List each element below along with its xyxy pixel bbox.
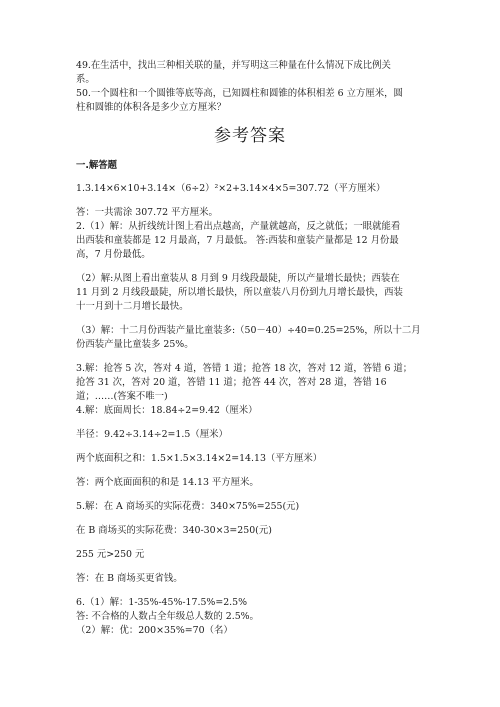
- answer-3-line-3: 道；……(答案不唯一): [76, 391, 168, 402]
- answer-1-line-2: 答：一共需涂 307.72 平方厘米。: [76, 207, 218, 218]
- answer-6-line-2: 答: 不合格的人数占全年级总人数的 2.5%。: [76, 611, 259, 622]
- answer-4-line-1: 4.解：底面周长：18.84÷2=9.42（厘米）: [76, 405, 258, 416]
- question-50-line-1: 50.一个圆柱和一个圆锥等底等高，已知圆柱和圆锥的体积相差 6 立方厘米，圆: [76, 88, 403, 99]
- answer-3-line-1: 3.解：抢答 5 次，答对 4 道，答错 1 道；抢答 18 次，答对 12 道，答错 6 道；: [76, 363, 413, 374]
- answer-2-line-6: 十一月到十二月增长最快。: [76, 301, 189, 312]
- answer-2-line-2: 出西装和童装都是 12 月最高，7 月最低。 答:西装和童装产量都是 12 月份最: [76, 235, 399, 246]
- answer-2-line-4: （2）解:从图上看出童装从 8 月到 9 月线段最陡，所以产量增长最快；西装在: [76, 273, 400, 284]
- question-49-line-2: 系。: [76, 74, 95, 85]
- answer-4-line-2: 半径：9.42÷3.14÷2=1.5（厘米）: [76, 429, 228, 440]
- answer-4-line-4: 答：两个底面面积的和是 14.13 平方厘米。: [76, 477, 259, 488]
- answer-5-line-4: 答：在 B 商场买更省钱。: [76, 573, 183, 584]
- answer-2-line-1: 2.（1）解：从折线统计图上看出点越高，产量就越高，反之就低；一眼就能看: [76, 221, 401, 232]
- answer-1-line-1: 1.3.14×6×10+3.14×（6÷2）²×2+3.14×4×5=307.72（平方厘米）: [76, 183, 386, 194]
- answer-4-line-3: 两个底面积之和：1.5×1.5×3.14×2=14.13（平方厘米）: [76, 453, 323, 464]
- answer-2-line-5: 11 月到 2 月线段最陡，所以增长最快，所以童装八月份到九月增长最快，西装: [76, 287, 403, 298]
- answer-6-line-3: （2）解：优：200×35%=70（名）: [76, 625, 233, 636]
- answer-3-line-2: 抢答 31 次，答对 20 道，答错 11 道；抢答 44 次，答对 28 道，答错 16: [76, 377, 387, 388]
- answer-2-line-7: （3）解：十二月份西装产量比童装多:（50－40）÷40=0.25=25%，所以十二月: [76, 325, 421, 336]
- question-49-line-1: 49.在生活中，找出三种相关联的量，并写明这三种量在什么情况下成比例关: [76, 60, 391, 71]
- answer-5-line-3: 255 元>250 元: [76, 549, 145, 560]
- answer-title: 参考答案: [214, 126, 286, 146]
- answer-5-line-1: 5.解：在 A 商场买的实际花费：340×75%=255(元): [76, 501, 300, 512]
- answer-6-line-1: 6.（1）解：1-35%-45%-17.5%=2.5%: [76, 597, 248, 608]
- answer-2-line-8: 份西装产量比童装多 25%。: [76, 339, 194, 350]
- section-heading: 一.解答题: [76, 160, 118, 171]
- question-50-line-2: 柱和圆锥的体积各是多少立方厘米？: [76, 102, 227, 113]
- answer-5-line-2: 在 B 商场买的实际花费：340-30×3=250(元): [76, 525, 272, 536]
- answer-2-line-3: 高，7 月份最低。: [76, 249, 151, 260]
